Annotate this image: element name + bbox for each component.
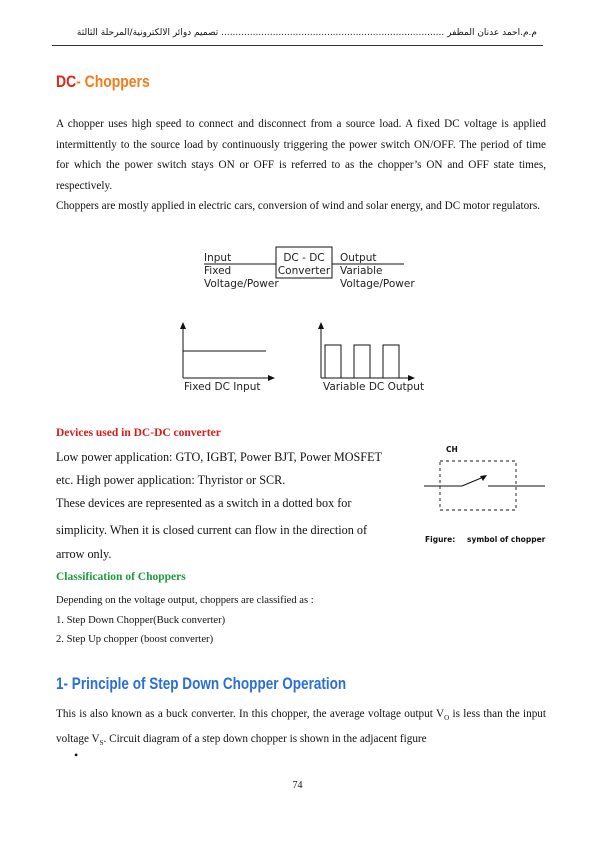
title-dc: DC xyxy=(56,72,77,91)
devices-line-1: Low power application: GTO, IGBT, Power BJT, Power MOSFET xyxy=(56,450,382,464)
sub-s: S xyxy=(99,738,104,747)
voltage-in-label: Voltage/Power xyxy=(204,278,279,290)
classification-item-1: 1. Step Down Chopper(Buck converter) xyxy=(56,615,226,626)
title-choppers: - Choppers xyxy=(76,72,150,91)
graph1-caption: Fixed DC Input xyxy=(184,381,261,393)
classification-heading: Classification of Choppers xyxy=(56,571,186,583)
section1-paragraph: This is also known as a buck converter. In this chopper, the average voltage output $V_O$ is less than the input voltage $V_S$. Circuit diagram of a step down chopper is shown in the adjacent figure xyxy=(56,708,547,747)
voltage-out-label: Voltage/Power xyxy=(340,278,415,290)
devices-line-5: arrow only. xyxy=(56,547,112,561)
output-label: Output xyxy=(340,252,377,264)
devices-line-4: simplicity. When it is closed current can flow in the direction of xyxy=(56,523,368,537)
graph1-x-arrow xyxy=(268,375,275,381)
converter-line2: Converter xyxy=(277,265,331,277)
section-title-step-down: 1- Principle of Step Down Chopper Operation xyxy=(56,675,347,693)
bullet-point: • xyxy=(74,748,79,762)
classification-intro: Depending on the voltage output, choppers are classified as : xyxy=(56,595,314,606)
ch-label: CH xyxy=(446,445,458,454)
graph2-pulse-train xyxy=(321,345,399,378)
figure-caption: symbol of chopper xyxy=(467,535,546,544)
devices-line-2: etc. High power application: Thyristor or SCR. xyxy=(56,473,286,487)
intro-paragraph-1: A chopper uses high speed to connect and disconnect from a source load. A fixed DC voltage is applied intermittently to the source load by continuously triggering the power switch ON/OFF. The period of time for which the power switch stays ON or OFF is referred to as the chopper’s ON and OFF state times, respectively. xyxy=(56,118,546,192)
devices-line-3: These devices are represented as a switch in a dotted box for xyxy=(56,496,352,510)
graph2-y-arrow xyxy=(318,322,324,329)
variable-label: Variable xyxy=(340,265,383,277)
converter-line1: DC - DC xyxy=(283,252,325,264)
intro-paragraph-2: Choppers are mostly applied in electric cars, conversion of wind and solar energy, and DC motor regulators. xyxy=(56,200,541,212)
input-label: Input xyxy=(204,252,232,264)
graph2-caption: Variable DC Output xyxy=(323,381,425,393)
devices-heading: Devices used in DC-DC converter xyxy=(56,427,221,439)
page-header-text: م.م.احمد عدنان المظفر .............................................................................. تصميم دوائر الالكترونية/المرحلة الثالثة xyxy=(76,28,537,38)
graph1-y-arrow xyxy=(180,322,186,329)
figure-label: Figure: xyxy=(425,535,456,544)
sub-o: O xyxy=(444,714,450,723)
classification-item-2: 2. Step Up chopper (boost converter) xyxy=(56,634,214,645)
page-number: 74 xyxy=(292,780,303,791)
fixed-label: Fixed xyxy=(204,265,232,277)
